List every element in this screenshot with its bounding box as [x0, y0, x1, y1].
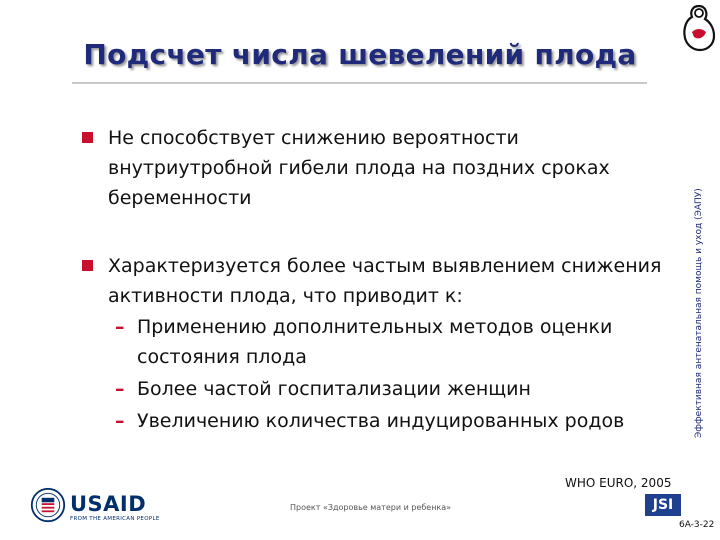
- page-title: Подсчет числа шевелений плода: [83, 38, 637, 71]
- usaid-seal-icon: [30, 487, 66, 523]
- bullet-text: Не способствует снижению вероятности внутриутробной гибели плода на поздних сроках беременности: [108, 127, 610, 209]
- bullet-square-icon: [82, 132, 93, 143]
- usaid-tagline: FROM THE AMERICAN PEOPLE: [70, 516, 160, 522]
- side-caption: Эффективная антенатальная помощь и уход (ЭАПУ): [694, 188, 704, 438]
- sub-item-text: Более частой госпитализации женщин: [137, 378, 531, 400]
- sub-item-text: Увеличению количества индуцированных родов: [137, 410, 625, 432]
- dash-marker: –: [115, 410, 125, 432]
- slide-code: 6A-3-22: [679, 520, 715, 530]
- usaid-logo-text: USAID: [70, 492, 147, 516]
- sub-item: [115, 406, 685, 436]
- sub-item: [115, 374, 685, 404]
- sub-item-text: Применению дополнительных методов оценки состояния плода: [137, 316, 613, 368]
- title-divider: [72, 82, 647, 84]
- jsi-logo: JSI: [645, 494, 681, 516]
- dash-marker: –: [115, 378, 125, 400]
- source-citation: WHO EURO, 2005: [565, 476, 672, 490]
- bullet-item: [82, 251, 682, 311]
- bullet-item: [82, 123, 682, 213]
- bullet-text: Характеризуется более частым выявлением снижения активности плода, что приводит к:: [108, 255, 662, 307]
- sub-item: [115, 312, 685, 372]
- project-caption: Проект «Здоровье матери и ребенка»: [290, 503, 452, 512]
- dash-marker: –: [115, 316, 125, 338]
- bullet-square-icon: [82, 260, 93, 271]
